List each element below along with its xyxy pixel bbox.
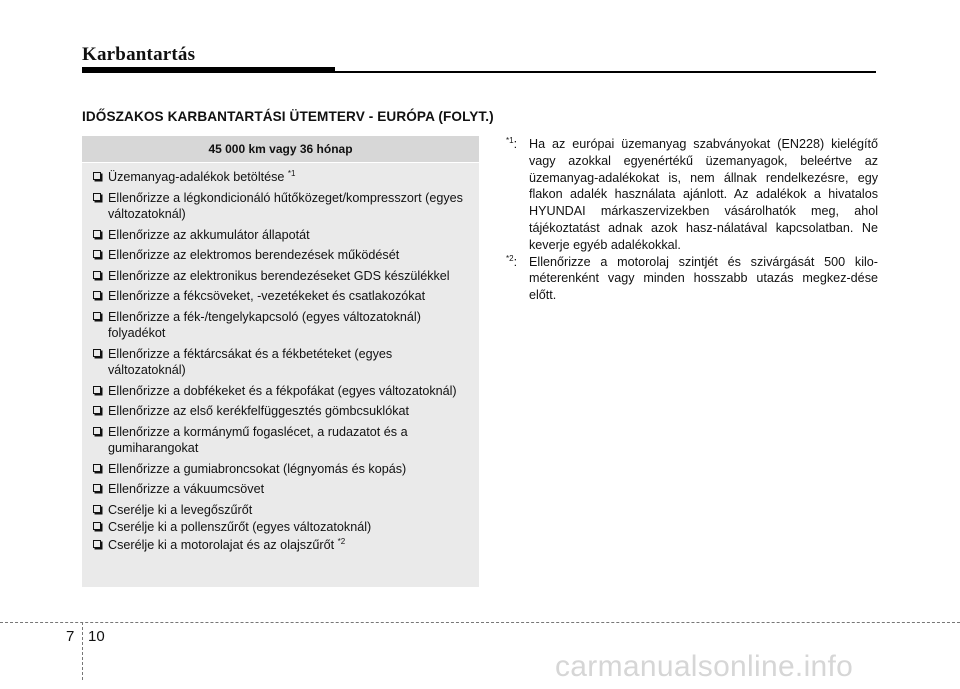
checklist-item — [93, 424, 471, 457]
header-rule-thin — [335, 71, 876, 73]
chapter-number: 7 — [66, 628, 75, 645]
checklist-item — [93, 537, 471, 554]
checklist-item — [93, 227, 471, 244]
checklist-item — [93, 190, 471, 223]
checklist-item-text: Üzemanyag-adalékok betöltése — [108, 170, 285, 184]
checklist-item-text: Ellenőrizze a kormánymű fogaslécet, a rudazatot és a gumiharangokat — [108, 424, 408, 455]
footnote — [506, 254, 878, 304]
checklist-item — [93, 346, 471, 379]
checklist-item — [93, 309, 471, 342]
checkbox-icon — [93, 349, 101, 357]
checklist-item-text: Cserélje ki a pollenszűrőt (egyes változatoknál) — [108, 520, 372, 534]
footnote-text: Ellenőrizze a motorolaj szintjét és szivárgását 500 kilo-méterenként vagy minden hosszabb utazás megkez-dése előtt. — [529, 254, 878, 303]
section-title: IDŐSZAKOS KARBANTARTÁSI ÜTEMTERV - EURÓPA (FOLYT.) — [82, 109, 494, 124]
checkbox-icon — [93, 193, 101, 201]
schedule-interval-header: 45 000 km vagy 36 hónap — [82, 136, 479, 163]
checklist-item — [93, 288, 471, 305]
checklist-item — [93, 247, 471, 264]
checklist-item-text: Ellenőrizze a fékcsöveket, -vezetékeket és csatlakozókat — [108, 289, 426, 303]
footer-dashed-divider — [82, 622, 83, 680]
maintenance-checklist — [82, 163, 479, 553]
checkbox-icon — [93, 271, 101, 279]
checklist-item-text: Ellenőrizze az elektronikus berendezéseket GDS készülékkel — [108, 268, 450, 283]
checkbox-icon — [93, 250, 101, 258]
checklist-item-text: Ellenőrizze az elektromos berendezések működését — [108, 248, 400, 262]
checkbox-icon — [93, 505, 101, 513]
checklist-item — [93, 502, 471, 519]
checklist-item — [93, 519, 471, 536]
footnote-text: Ha az európai üzemanyag szabványokat (EN228) kielégítő vagy azokkal egyenértékű üzemanyagok, beleértve az üzemanyag-adalékokat is, nem állnak rendelkezésre, egy flakon adalék használata ajánlott. Az adalékok a hivatalos HYUNDAI márkaszervizekben vásárolhatók meg, ahol tájékoztatást adnak azok hasz-nálatával kapcsolatban. Ne keverje egyéb adalékokkal. — [529, 137, 878, 252]
checklist-item — [93, 403, 471, 420]
checklist-item-text: Ellenőrizze a féktárcsákat és a fékbetéteket (egyes változatoknál) — [108, 346, 393, 377]
checklist-item-text: Ellenőrizze a légkondicionáló hűtőközeget/kompresszort (egyes változatoknál) — [108, 190, 463, 221]
checklist-item-text: Ellenőrizze az első kerékfelfüggesztés gömbcsuklókat — [108, 404, 410, 418]
footer-dashed-rule — [0, 622, 960, 623]
footnote-marker: $^{*1}$: — [506, 135, 518, 151]
checkbox-icon — [93, 522, 101, 530]
checkbox-icon — [93, 312, 101, 320]
watermark: carmanualsonline.info — [555, 650, 854, 683]
checklist-item-text: Ellenőrizze a fék-/tengelykapcsoló (egyes változatoknál) folyadékot — [108, 309, 421, 340]
checklist-item — [93, 169, 471, 186]
footnote-marker: $^{*2}$: — [506, 253, 518, 269]
checkbox-icon — [93, 464, 101, 472]
checklist-item-text: Cserélje ki a levegőszűrőt — [108, 502, 253, 517]
page-number: 10 — [88, 628, 105, 645]
header-rule-thick — [82, 67, 335, 73]
footnote-ref: *2 — [337, 536, 346, 546]
checklist-item — [93, 268, 471, 285]
checklist-item — [93, 481, 471, 498]
checkbox-icon — [93, 172, 101, 180]
footnote-ref: *1 — [287, 168, 296, 178]
maintenance-schedule-box — [82, 136, 479, 587]
checkbox-icon — [93, 406, 101, 414]
footnote — [506, 136, 878, 254]
checklist-item-text: Ellenőrizze az akkumulátor állapotát — [108, 227, 310, 242]
checkbox-icon — [93, 540, 101, 548]
checkbox-icon — [93, 427, 101, 435]
checklist-item-text: Ellenőrizze a dobfékeket és a fékpofákat (egyes változatoknál) — [108, 383, 457, 398]
page-header-title: Karbantartás — [82, 44, 196, 65]
checklist-item-text: Ellenőrizze a gumiabroncsokat (légnyomás és kopás) — [108, 461, 407, 476]
checkbox-icon — [93, 484, 101, 492]
checklist-item-text: Cserélje ki a motorolajat és az olajszűrőt — [108, 537, 335, 552]
checklist-item — [93, 383, 471, 400]
footnotes — [506, 136, 878, 304]
checklist-item — [93, 461, 471, 478]
checklist-item-text: Ellenőrizze a vákuumcsövet — [108, 482, 265, 496]
checkbox-icon — [93, 291, 101, 299]
checkbox-icon — [93, 230, 101, 238]
checkbox-icon — [93, 386, 101, 394]
